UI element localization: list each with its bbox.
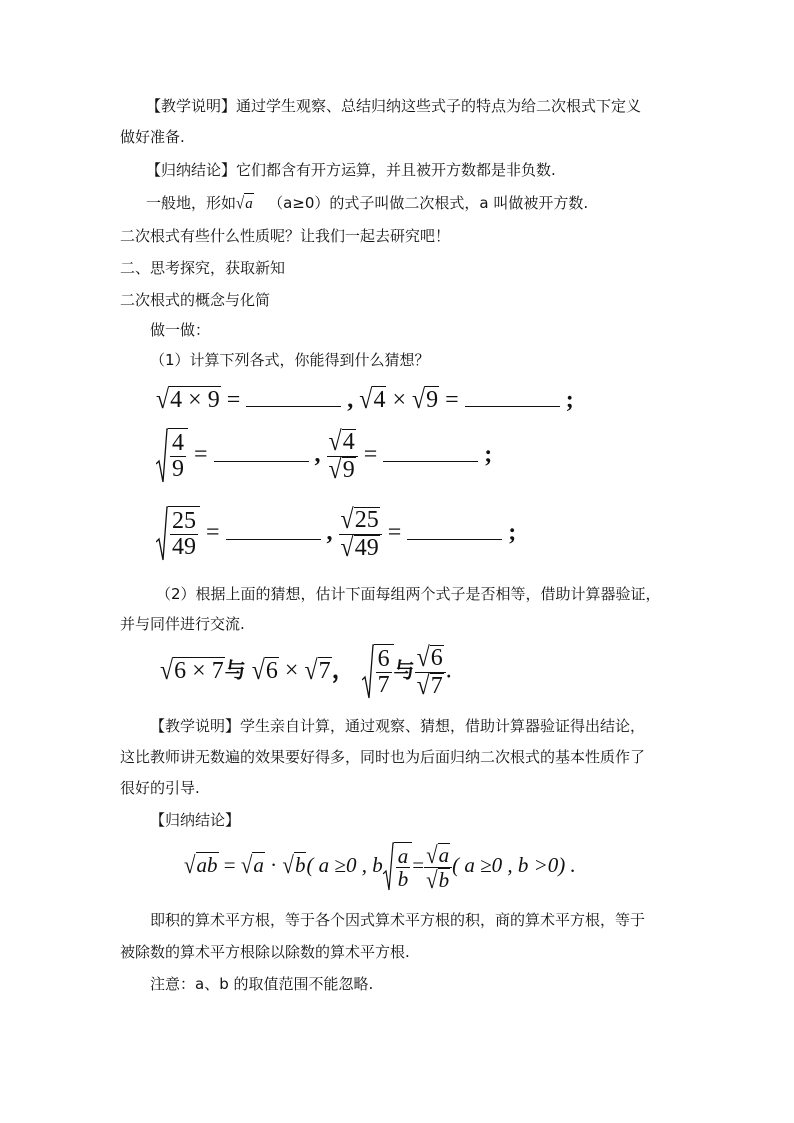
teaching-note-2-cont1: 这比教师讲无数遍的效果要好得多，同时也为后面归纳二次根式的基本性质作了 xyxy=(120,748,646,766)
equation-2: $\frac{4}{9}$ = , $\frac{√4}{√9}$ = ; xyxy=(156,428,492,484)
section-heading: 二、思考探究，获取新知 xyxy=(120,259,286,277)
explanation-line-cont: 被除数的算术平方根除以除数的算术平方根. xyxy=(120,943,410,961)
definition-line: 一般地，形如√a （a≥0）的式子叫做二次根式，a 叫做被开方数. xyxy=(146,194,589,214)
task-2: （2）根据上面的猜想，估计下面每组两个式子是否相等，借助计算器验证， xyxy=(156,585,661,603)
conclusion-1: 【归纳结论】它们都含有开方运算，并且被开方数都是非负数. xyxy=(146,161,556,179)
equation-5: √ab = √a · √b( a ≥0 , b $\frac{a}{b}$ = $\frac{√a}{√b}$ ( a ≥0 , b >0) . xyxy=(184,841,576,894)
equation-3: $\frac{25}{49}$ = , $\frac{√25}{√49}$ = ; xyxy=(156,506,516,562)
teaching-note-1-cont: 做好准备. xyxy=(120,128,185,146)
teaching-note-1: 【教学说明】通过学生观察、总结归纳这些式子的特点为给二次根式下定义 xyxy=(146,97,642,115)
conclusion-2-label: 【归纳结论】 xyxy=(150,811,241,829)
task-2-cont: 并与同伴进行交流. xyxy=(120,615,245,633)
sqrt-a: √a xyxy=(236,194,253,214)
question-line: 二次根式有些什么性质呢？让我们一起去研究吧！ xyxy=(120,227,451,245)
equation-4: √6 × 7与 √6 × √7， $\frac{6}{7}$ 与 $\frac{√6}{√7}$ . xyxy=(160,643,452,701)
equation-1: √4 × 9 = , √4 × √9 = ; xyxy=(156,384,574,415)
teaching-note-2-cont2: 很好的引导. xyxy=(120,779,200,797)
task-1: （1）计算下列各式，你能得到什么猜想？ xyxy=(150,351,430,369)
note-line: 注意：a、b 的取值范围不能忽略. xyxy=(150,975,374,993)
try-it-label: 做一做： xyxy=(150,321,211,339)
teaching-note-2: 【教学说明】学生亲自计算，通过观察、猜想，借助计算器验证得出结论， xyxy=(150,717,646,735)
explanation-line: 即积的算术平方根，等于各个因式算术平方根的积，商的算术平方根，等于 xyxy=(150,911,646,929)
subsection-heading: 二次根式的概念与化简 xyxy=(120,291,271,309)
